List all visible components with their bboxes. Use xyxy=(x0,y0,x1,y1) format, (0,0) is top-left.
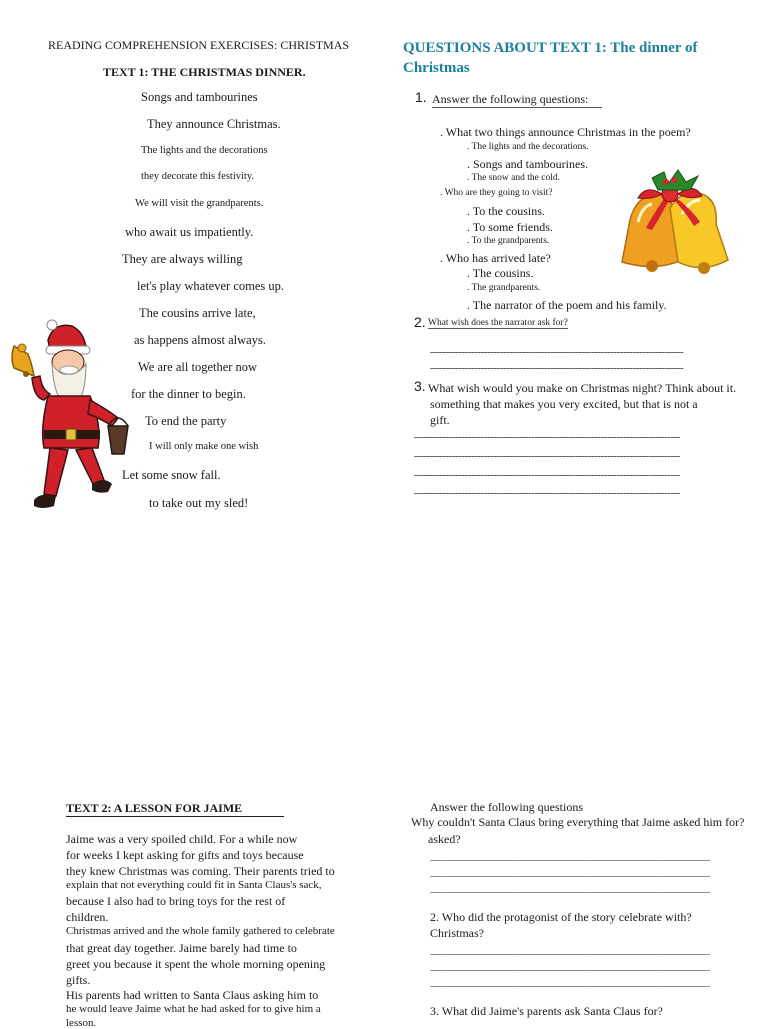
answer-line: ______________________________________________________________ xyxy=(430,850,709,862)
answer-option: . To the grandparents. xyxy=(467,236,550,246)
christmas-bells-icon xyxy=(612,164,734,278)
answer-option: . The cousins. xyxy=(467,266,534,280)
answer-option: . The lights and the decorations. xyxy=(467,142,589,152)
poem-line: We will visit the grandparents. xyxy=(135,198,264,209)
question-text: Christmas? xyxy=(430,926,484,940)
answer-option: . To the cousins. xyxy=(467,204,545,218)
text2-line: His parents had written to Santa Claus asking him to xyxy=(66,988,319,1002)
question3-text: gift. xyxy=(430,413,450,427)
text2-line: they knew Christmas was coming. Their parents tried to xyxy=(66,864,335,878)
answer-line: ______________________________________________________________ xyxy=(430,882,709,894)
text2-line: Jaime was a very spoiled child. For a while now xyxy=(66,832,298,846)
question-number: 2. xyxy=(414,314,426,330)
answer-option: . The grandparents. xyxy=(467,283,541,293)
poem-line: as happens almost always. xyxy=(134,333,266,347)
answer-option: . Songs and tambourines. xyxy=(467,157,588,171)
poem-line: Songs and tambourines xyxy=(141,90,258,104)
poem-line: I will only make one wish xyxy=(149,441,259,452)
poem-line: who await us impatiently. xyxy=(125,225,254,239)
poem-line: Let some snow fall. xyxy=(122,468,221,482)
poem-line: let's play whatever comes up. xyxy=(137,279,284,293)
text2-line: explain that not everything could fit in Santa Claus's sack, xyxy=(66,879,322,891)
answer-line: -------------------------------------------------------------------------------- xyxy=(430,362,684,374)
text2-line: that great day together. Jaime barely had time to xyxy=(66,941,297,955)
poem-line: they decorate this festivity. xyxy=(141,171,255,182)
answer-option: . The narrator of the poem and his family. xyxy=(467,298,667,312)
question2-label: What wish does the narrator ask for? xyxy=(428,318,568,328)
answer-option: . The snow and the cold. xyxy=(467,173,560,183)
poem-line: To end the party xyxy=(145,414,227,428)
poem-line: They are always willing xyxy=(122,252,243,266)
question1a-text: . What two things announce Christmas in the poem? xyxy=(440,125,691,139)
text2-line: he would leave Jaime what he had asked for to give him a xyxy=(66,1003,321,1015)
text2-line: lesson. xyxy=(66,1017,97,1029)
question1c-text: . Who has arrived late? xyxy=(440,251,551,265)
santa-claus-illustration xyxy=(4,318,134,518)
text2-line: gifts. xyxy=(66,973,91,987)
poem-line: to take out my sled! xyxy=(149,496,249,510)
question-text: 3. What did Jaime's parents ask Santa Claus for? xyxy=(430,1004,663,1018)
text1-title: TEXT 1: THE CHRISTMAS DINNER. xyxy=(103,65,306,79)
worksheet-title: READING COMPREHENSION EXERCISES: CHRISTMAS xyxy=(48,38,350,52)
question-number: 3. xyxy=(414,378,426,394)
question-text: Why couldn't Santa Claus bring everything that Jaime asked him for? xyxy=(411,815,745,829)
question3-text: something that makes you very excited, but that is not a xyxy=(430,397,698,411)
answer-line: ------------------------------------------------------------------------------------ xyxy=(414,469,680,481)
answer-line: ______________________________________________________________ xyxy=(430,866,709,878)
answer-line: ______________________________________________________________ xyxy=(430,960,709,972)
question1-label: Answer the following questions: xyxy=(432,92,602,108)
answer-line: ______________________________________________________________ xyxy=(430,976,709,988)
answer-line: -------------------------------------------------------------------------------- xyxy=(430,346,684,358)
question-text: asked? xyxy=(428,832,461,846)
text2-line: because I also had to bring toys for the rest of xyxy=(66,894,286,908)
poem-line: We are all together now xyxy=(138,360,258,374)
text2-title: TEXT 2: A LESSON FOR JAIME xyxy=(66,801,284,817)
text2-line: children. xyxy=(66,910,109,924)
question3-label: What wish would you make on Christmas night? Think about it. xyxy=(428,381,737,395)
question-text: 2. Who did the protagonist of the story celebrate with? xyxy=(430,910,692,924)
text2-line: greet you because it spent the whole morning opening xyxy=(66,957,326,971)
answer-line: ______________________________________________________________ xyxy=(430,944,709,956)
poem-line: The lights and the decorations xyxy=(141,145,268,156)
text2-line: Christmas arrived and the whole family gathered to celebrate xyxy=(66,925,335,937)
questions1-title: QUESTIONS ABOUT TEXT 1: The dinner of Christmas xyxy=(403,40,698,76)
text2-line: for weeks I kept asking for gifts and toys because xyxy=(66,848,304,862)
poem-line: for the dinner to begin. xyxy=(131,387,246,401)
question-number: 1. xyxy=(415,89,427,105)
answer-option: . To some friends. xyxy=(467,220,553,234)
answer-line: ------------------------------------------------------------------------------------ xyxy=(414,487,680,499)
answer-line: ------------------------------------------------------------------------------------ xyxy=(414,450,680,462)
answer-line: ------------------------------------------------------------------------------------ xyxy=(414,431,680,443)
questions2-header: Answer the following questions xyxy=(430,800,583,814)
poem-line: The cousins arrive late, xyxy=(139,306,256,320)
poem-line: They announce Christmas. xyxy=(147,117,281,131)
question1b-text: . Who are they going to visit? xyxy=(440,188,553,198)
